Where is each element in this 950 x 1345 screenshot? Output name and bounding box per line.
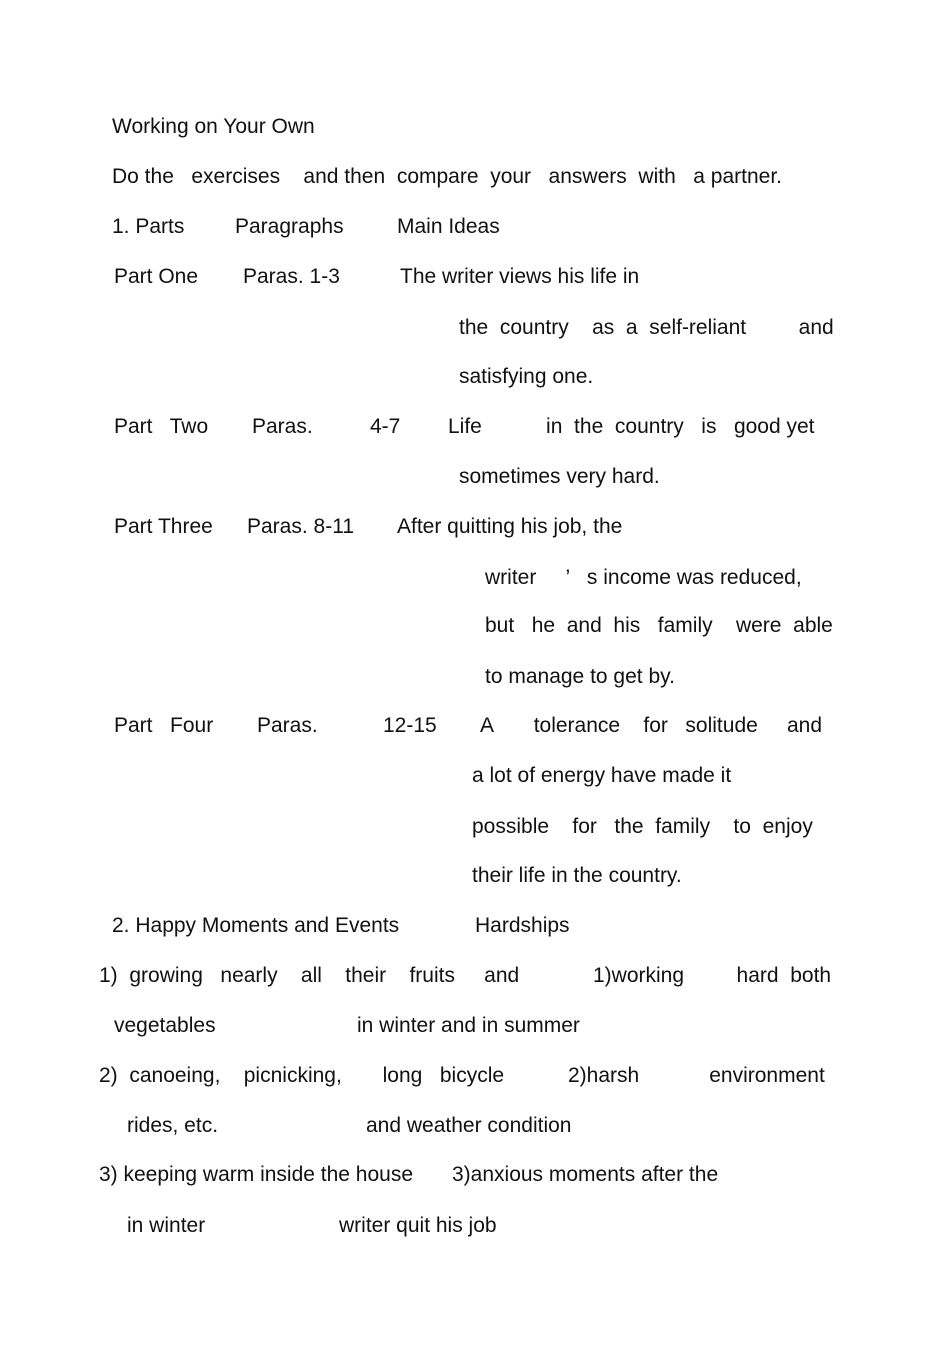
part-three-idea-line: to manage to get by.: [485, 665, 675, 688]
hardship-item-line: writer quit his job: [339, 1214, 497, 1237]
part-one-label: Part One: [114, 265, 199, 288]
hardship-item-line: 3)anxious moments after the: [452, 1163, 719, 1186]
happy-item-line: vegetables: [114, 1014, 216, 1037]
part-two-idea-line: Life in the country is good yet: [448, 415, 815, 438]
part-one-idea-line: The writer views his life in: [400, 265, 640, 288]
header-main-ideas: Main Ideas: [397, 215, 500, 238]
heading: Working on Your Own: [112, 115, 315, 138]
part-three-idea-line: After quitting his job, the: [397, 515, 623, 538]
part-one-paras: Paras. 1-3: [243, 265, 340, 288]
part-one-idea-line: the country as a self-reliant and: [459, 316, 834, 339]
part-three-label: Part Three: [114, 515, 213, 538]
part-two-label: Part Two: [114, 415, 209, 438]
happy-item-line: 1) growing nearly all their fruits and: [99, 964, 520, 987]
part-four-idea-line: a lot of energy have made it: [472, 764, 732, 787]
instruction: Do the exercises and then compare your answers with a partner.: [112, 165, 782, 188]
part-four-paras: Paras.: [257, 714, 318, 737]
part-one-idea-line: satisfying one.: [459, 365, 594, 388]
part-two-paras-range: 4-7: [370, 415, 401, 438]
header-paragraphs: Paragraphs: [235, 215, 344, 238]
part-three-idea-line: but he and his family were able: [485, 614, 833, 637]
part-three-paras: Paras. 8-11: [247, 515, 354, 538]
happy-item-line: rides, etc.: [127, 1114, 219, 1137]
header-parts: 1. Parts: [112, 215, 185, 238]
header-hardships: Hardships: [475, 914, 570, 937]
hardship-item-line: 1)working hard both: [593, 964, 832, 987]
part-four-idea-line: their life in the country.: [472, 864, 682, 887]
part-two-paras: Paras.: [252, 415, 313, 438]
header-happy-moments: 2. Happy Moments and Events: [112, 914, 400, 937]
part-three-idea-line: writer ’ s income was reduced,: [485, 566, 802, 589]
part-two-idea-line: sometimes very hard.: [459, 465, 660, 488]
part-four-idea-line: A tolerance for solitude and: [480, 714, 823, 737]
part-four-idea-line: possible for the family to enjoy: [472, 815, 813, 838]
part-four-paras-range: 12-15: [383, 714, 437, 737]
happy-item-line: 2) canoeing, picnicking, long bicycle: [99, 1064, 505, 1087]
happy-item-line: 3) keeping warm inside the house: [99, 1163, 414, 1186]
hardship-item-line: in winter and in summer: [357, 1014, 580, 1037]
part-four-label: Part Four: [114, 714, 214, 737]
happy-item-line: in winter: [127, 1214, 206, 1237]
hardship-item-line: 2)harsh environment: [568, 1064, 825, 1087]
hardship-item-line: and weather condition: [366, 1114, 572, 1137]
